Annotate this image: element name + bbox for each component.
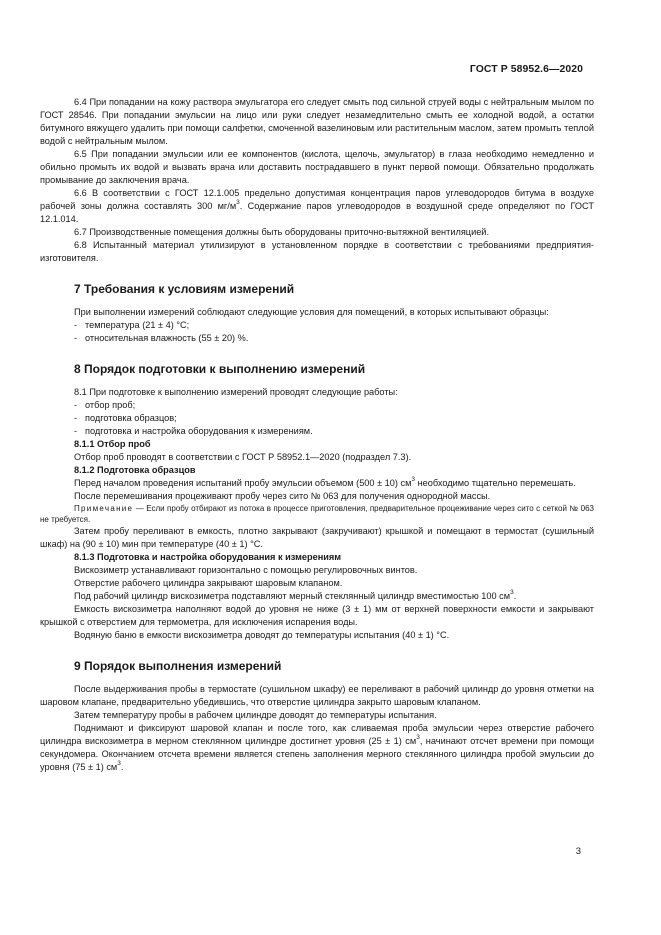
list-item: - относительная влажность (55 ± 20) %. <box>74 333 249 343</box>
list-item-text: подготовка и настройка оборудования к измерениям. <box>85 426 313 436</box>
paragraph-text-b: необходимо тщательно перемешать. <box>415 478 576 488</box>
paragraph-8-1-3-e: Водяную баню в емкости вискозиметра доводят до температуры испытания (40 ± 1) °С. <box>74 630 450 640</box>
paragraph-text-b: . <box>513 591 517 601</box>
paragraph-9-3 <box>40 722 594 774</box>
paragraph-6-5: 6.5 При попадании эмульсии или ее компонентов (кислота, щелочь, эмульгатор) в глаза необходимо немедленно и обильно промыть их водой и вызвать врача или доставить пострадавшего в пункт первой помощи. Обязательно продолжать промывание до заключения врача. <box>40 149 594 185</box>
list-item: - подготовка и настройка оборудования к измерениям. <box>74 426 313 436</box>
paragraph-8-1-3-b: Отверстие рабочего цилиндра закрывают шаровым клапаном. <box>74 578 343 588</box>
paragraph-6-6-text-b: . Содержание паров углеводородов в воздушной среде определяют по ГОСТ 12.1.014. <box>40 201 594 224</box>
paragraph-text-c: . <box>120 762 124 772</box>
superscript: 3 <box>411 476 416 484</box>
paragraph-text-a: Поднимают и фиксируют шаровой клапан и после того, как сливаемая проба эмульсии через отверстие рабочего цилиндра вискозиметра в мерном стеклянном цилиндре достигнет уровня (25 ± 1) см <box>40 723 594 746</box>
superscript: 3 <box>510 589 514 597</box>
paragraph-9-1: После выдерживания пробы в термостате (сушильном шкафу) ее переливают в рабочий цилиндр до уровня отметки на шаровом клапане, предварительно убедившись, что отверстие цилиндра закрыто шаровым клапаном. <box>40 684 594 707</box>
list-item-text: температура (21 ± 4) °С; <box>85 320 190 330</box>
paragraph-8-1-2-a <box>40 477 594 490</box>
subsection-8-1-3-title: 8.1.3 Подготовка и настройка оборудования к измерениям <box>74 552 342 562</box>
section-8-intro: 8.1 При подготовке к выполнению измерений проводят следующие работы: <box>74 387 398 397</box>
paragraph-9-2: Затем температуру пробы в рабочем цилиндре доводят до температуры испытания. <box>74 710 437 720</box>
list-item-text: отбор проб; <box>85 400 136 410</box>
paragraph-6-4: 6.4 При попадании на кожу раствора эмульгатора его следует смыть под сильной струей воды с нейтральным мылом по ГОСТ 28546. При попадании эмульсии на лицо или руки следует незамедлительно смыть ее холодной водой, а остатки битумного вяжущего удалить при помощи салфетки, смоченной вазелиновым или растительным маслом, затем промыть теплой водой с нейтральным мылом. <box>40 97 594 146</box>
section-8-title: 8 Порядок подготовки к выполнению измерений <box>74 362 366 376</box>
document-body <box>40 96 594 774</box>
note <box>40 503 594 525</box>
superscript: 3 <box>117 760 121 768</box>
section-9-title: 9 Порядок выполнения измерений <box>74 659 282 673</box>
paragraph-8-1-3-c <box>40 590 594 603</box>
paragraph-8-1-2-c: Затем пробу переливают в емкость, плотно закрывают (закручивают) крышкой и помещают в термостат (сушильный шкаф) на (90 ± 10) мин при температуре (40 ± 1) °С. <box>40 526 594 549</box>
note-label: Примечание <box>74 504 134 513</box>
subsection-8-1-2-title: 8.1.2 Подготовка образцов <box>74 465 196 475</box>
page-number: 3 <box>575 846 581 857</box>
list-item-text: подготовка образцов; <box>85 413 177 423</box>
superscript: 3 <box>416 734 420 742</box>
section-7-intro: При выполнении измерений соблюдают следующие условия для помещений, в которых испытывают образцы: <box>74 307 549 317</box>
subsection-8-1-1-title: 8.1.1 Отбор проб <box>74 439 151 449</box>
list-item: - температура (21 ± 4) °С; <box>74 320 190 330</box>
superscript: 3 <box>236 199 240 207</box>
document-header: ГОСТ Р 58952.6—2020 <box>469 64 583 75</box>
paragraph-6-6-text-a: 6.6 В соответствии с ГОСТ 12.1.005 предельно допустимая концентрация паров углеводородов битума в воздухе рабочей зоны должна составлять 300 мг/м <box>40 188 594 211</box>
paragraph-6-7: 6.7 Производственные помещения должны быть оборудованы приточно-вытяжной вентиляцией. <box>74 227 489 237</box>
paragraph-text-a: Перед началом проведения испытаний пробу эмульсии объемом (500 ± 10) см <box>74 478 412 488</box>
section-7-title: 7 Требования к условиям измерений <box>74 282 295 296</box>
paragraph-text-a: Под рабочий цилиндр вискозиметра подставляют мерный стеклянный цилиндр вместимостью 100 см <box>74 591 511 601</box>
paragraph-8-1-3-d: Емкость вискозиметра наполняют водой до уровня не ниже (3 ± 1) мм от верхней поверхности емкости и закрывают крышкой с отверстием для термометра, для исключения испарения воды. <box>40 604 594 627</box>
paragraph-6-8: 6.8 Испытанный материал утилизируют в установленном порядке в соответствии с требованиями предприятия-изготовителя. <box>40 240 594 263</box>
paragraph-8-1-1: Отбор проб проводят в соответствии с ГОСТ Р 58952.1—2020 (подраздел 7.3). <box>74 452 412 462</box>
paragraph-8-1-2-b: После перемешивания процеживают пробу через сито № 063 для получения однородной массы. <box>74 491 491 501</box>
paragraph-text-b: , начинают отсчет времени при помощи секундомера. Окончанием отсчета времени является степень заполнения мерного стеклянного цилиндра пробой эмульсии до уровня (75 ± 1) см <box>40 736 594 772</box>
note-text: — Если пробу отбирают из потока в процессе приготовления, предварительное процеживание через сито с сеткой № 063 не требуется. <box>40 504 594 524</box>
list-item: - подготовка образцов; <box>74 413 177 423</box>
paragraph-8-1-3-a: Вискозиметр устанавливают горизонтально с помощью регулировочных винтов. <box>74 565 418 575</box>
list-item-text: относительная влажность (55 ± 20) %. <box>85 333 249 343</box>
paragraph-6-6 <box>40 187 594 226</box>
list-item: - отбор проб; <box>74 400 136 410</box>
